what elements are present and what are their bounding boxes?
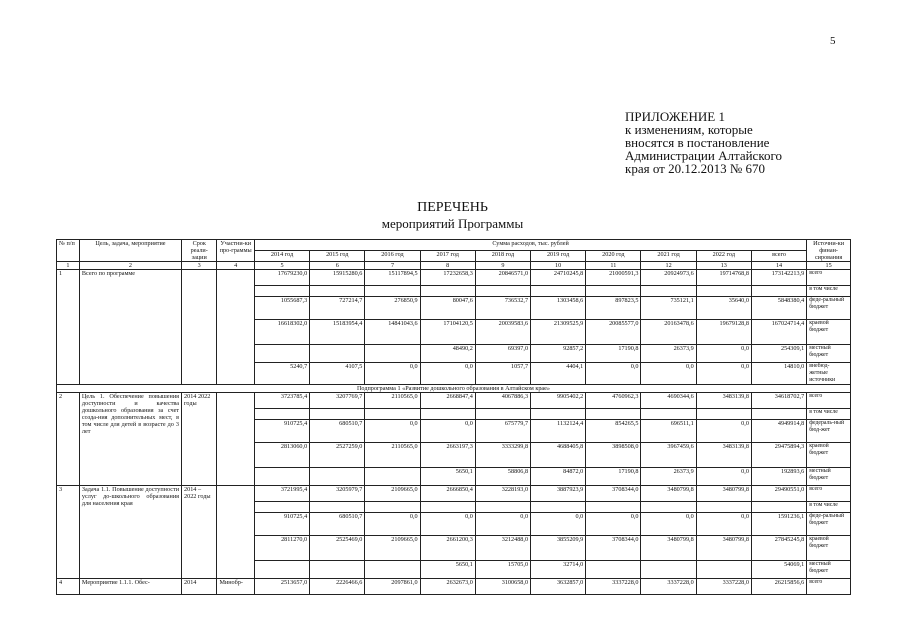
funding-source: в том числе	[807, 286, 851, 297]
appendix-line: вносятся в постановление	[625, 135, 770, 150]
funding-source: в том числе	[807, 409, 851, 420]
column-number: 13	[696, 262, 751, 270]
header-year: 2014 год	[254, 251, 309, 262]
amount-cell: 80047,6	[420, 297, 475, 320]
amount-cell	[420, 409, 475, 420]
table-row	[57, 393, 851, 409]
amount-cell: 2663197,3	[420, 443, 475, 468]
amount-cell: 3337228,0	[641, 579, 696, 595]
amount-cell: 1591236,1	[751, 513, 806, 536]
column-number: 15	[807, 262, 851, 270]
amount-cell	[531, 502, 586, 513]
row-term: 2014	[182, 579, 217, 595]
amount-cell: 3207769,7	[310, 393, 365, 409]
amount-cell: 0,0	[641, 363, 696, 385]
amount-cell	[254, 286, 309, 297]
amount-cell: 3708344,0	[586, 486, 641, 502]
row-term	[182, 270, 217, 385]
amount-cell	[254, 468, 309, 486]
appendix-line: к изменениям, которые	[625, 122, 753, 137]
amount-cell	[310, 561, 365, 579]
amount-cell: 2110565,0	[365, 393, 420, 409]
amount-cell: 9905402,2	[531, 393, 586, 409]
amount-cell: 20163478,6	[641, 320, 696, 345]
amount-cell: 2097861,0	[365, 579, 420, 595]
amount-cell: 27845245,8	[751, 536, 806, 561]
header-year: 2022 год	[696, 251, 751, 262]
amount-cell	[641, 561, 696, 579]
document-subtitle: мероприятий Программы	[381, 216, 524, 231]
amount-cell	[365, 502, 420, 513]
amount-cell: 15705,0	[475, 561, 530, 579]
amount-cell	[254, 561, 309, 579]
column-number: 12	[641, 262, 696, 270]
header-goal: Цель, задача, мероприятие	[79, 240, 181, 262]
amount-cell: 2110565,0	[365, 443, 420, 468]
amount-cell: 854265,5	[586, 420, 641, 443]
appendix-line: ПРИЛОЖЕНИЕ 1	[625, 109, 725, 124]
column-number: 7	[365, 262, 420, 270]
amount-cell	[365, 409, 420, 420]
funding-source: краевой бюджет	[807, 320, 851, 345]
amount-cell: 0,0	[696, 363, 751, 385]
amount-cell	[751, 502, 806, 513]
amount-cell: 2632673,0	[420, 579, 475, 595]
amount-cell: 5848380,4	[751, 297, 806, 320]
subprogram-row	[57, 385, 851, 393]
amount-cell	[475, 286, 530, 297]
header-num: № п/п	[57, 240, 80, 262]
amount-cell: 24710245,8	[531, 270, 586, 286]
table-row	[57, 486, 851, 502]
amount-cell: 0,0	[696, 345, 751, 363]
amount-cell: 26373,9	[641, 345, 696, 363]
amount-cell: 727214,7	[310, 297, 365, 320]
header-year: 2020 год	[586, 251, 641, 262]
column-number: 11	[586, 262, 641, 270]
amount-cell: 26215856,6	[751, 579, 806, 595]
amount-cell: 680510,7	[310, 513, 365, 536]
amount-cell: 897823,5	[586, 297, 641, 320]
amount-cell: 69397,0	[475, 345, 530, 363]
row-participants	[217, 393, 255, 486]
amount-cell: 14810,0	[751, 363, 806, 385]
amount-cell: 910725,4	[254, 513, 309, 536]
amount-cell: 5650,1	[420, 468, 475, 486]
amount-cell: 2109665,0	[365, 486, 420, 502]
amount-cell: 3708344,0	[586, 536, 641, 561]
amount-cell	[420, 286, 475, 297]
amount-cell: 19714768,8	[696, 270, 751, 286]
column-number: 1	[57, 262, 80, 270]
funding-source: краевой бюджет	[807, 443, 851, 468]
amount-cell	[531, 286, 586, 297]
amount-cell: 48490,2	[420, 345, 475, 363]
funding-source: местный бюджет	[807, 345, 851, 363]
row-number: 3	[57, 486, 80, 579]
funding-source: всего	[807, 486, 851, 502]
amount-cell: 192893,6	[751, 468, 806, 486]
header-year: 2018 год	[475, 251, 530, 262]
amount-cell: 910725,4	[254, 420, 309, 443]
subprogram-caption: Подпрограмма 1 «Развитие дошкольного образования в Алтайском крае»	[57, 385, 851, 393]
amount-cell: 3721995,4	[254, 486, 309, 502]
amount-cell: 29475894,3	[751, 443, 806, 468]
amount-cell	[751, 409, 806, 420]
column-number: 14	[751, 262, 806, 270]
row-participants	[217, 270, 255, 385]
amount-cell: 2666850,4	[420, 486, 475, 502]
amount-cell: 1057,7	[475, 363, 530, 385]
row-number: 2	[57, 393, 80, 486]
column-number: 8	[420, 262, 475, 270]
funding-source: феде-ральный бюджет	[807, 297, 851, 320]
amount-cell: 20039583,6	[475, 320, 530, 345]
amount-cell: 92857,2	[531, 345, 586, 363]
amount-cell: 0,0	[365, 420, 420, 443]
amount-cell: 3228193,0	[475, 486, 530, 502]
amount-cell: 5240,7	[254, 363, 309, 385]
appendix-line: края от 20.12.2013 № 670	[625, 161, 765, 176]
amount-cell: 3480799,8	[696, 486, 751, 502]
document-title: ПЕРЕЧЕНЬ	[417, 200, 488, 215]
amount-cell: 0,0	[696, 420, 751, 443]
amount-cell: 0,0	[641, 513, 696, 536]
measures-table	[56, 239, 851, 595]
funding-source: феде-ральный бюджет	[807, 513, 851, 536]
amount-cell: 17232658,3	[420, 270, 475, 286]
amount-cell	[365, 468, 420, 486]
row-goal: Мероприятие 1.1.1. Обес-	[79, 579, 181, 595]
amount-cell: 1055687,3	[254, 297, 309, 320]
amount-cell: 3887923,9	[531, 486, 586, 502]
table-row	[57, 270, 851, 286]
amount-cell: 14841043,6	[365, 320, 420, 345]
amount-cell	[365, 561, 420, 579]
amount-cell	[531, 409, 586, 420]
amount-cell: 736532,7	[475, 297, 530, 320]
funding-source: всего	[807, 579, 851, 595]
amount-cell: 2109665,0	[365, 536, 420, 561]
amount-cell	[420, 502, 475, 513]
amount-cell: 0,0	[475, 513, 530, 536]
amount-cell	[586, 561, 641, 579]
amount-cell: 16618302,0	[254, 320, 309, 345]
amount-cell: 20924973,6	[641, 270, 696, 286]
amount-cell: 2513657,0	[254, 579, 309, 595]
amount-cell	[641, 502, 696, 513]
appendix-block	[625, 110, 885, 175]
amount-cell: 4688405,8	[531, 443, 586, 468]
row-term: 2014 2022 годы	[182, 393, 217, 486]
amount-cell: 2661200,3	[420, 536, 475, 561]
funding-source: в том числе	[807, 502, 851, 513]
amount-cell	[696, 286, 751, 297]
amount-cell: 2527259,0	[310, 443, 365, 468]
column-number: 4	[217, 262, 255, 270]
amount-cell: 4067886,3	[475, 393, 530, 409]
amount-cell: 35640,0	[696, 297, 751, 320]
amount-cell	[310, 468, 365, 486]
amount-cell: 4107,5	[310, 363, 365, 385]
amount-cell	[586, 409, 641, 420]
amount-cell: 0,0	[365, 363, 420, 385]
amount-cell: 735121,1	[641, 297, 696, 320]
amount-cell: 15117894,5	[365, 270, 420, 286]
header-year: 2017 год	[420, 251, 475, 262]
amount-cell	[310, 409, 365, 420]
funding-source: всего	[807, 393, 851, 409]
header-source: Источни-ки финан-сирования	[807, 240, 851, 262]
header-row	[57, 240, 851, 251]
column-number: 5	[254, 262, 309, 270]
amount-cell: 15915280,6	[310, 270, 365, 286]
header-term: Срок реали-зации	[182, 240, 217, 262]
amount-cell: 3483139,8	[696, 443, 751, 468]
row-goal: Цель 1. Обеспечение повышения доступности и качества дошкольного образования за счет созда-ния дополнительных мест, в том числе для детей в возрасте до 3 лет	[79, 393, 181, 486]
row-number: 4	[57, 579, 80, 595]
amount-cell: 3337228,0	[696, 579, 751, 595]
header-year: 2021 год	[641, 251, 696, 262]
amount-cell: 2811270,0	[254, 536, 309, 561]
column-number: 9	[475, 262, 530, 270]
amount-cell: 1132124,4	[531, 420, 586, 443]
amount-cell: 0,0	[696, 513, 751, 536]
amount-cell	[586, 502, 641, 513]
amount-cell: 2525469,0	[310, 536, 365, 561]
funding-source: всего	[807, 270, 851, 286]
row-term: 2014 – 2022 годы	[182, 486, 217, 579]
amount-cell: 3480799,8	[696, 536, 751, 561]
amount-cell	[365, 286, 420, 297]
amount-cell: 0,0	[365, 513, 420, 536]
amount-cell: 0,0	[420, 363, 475, 385]
amount-cell	[310, 345, 365, 363]
amount-cell: 3632857,0	[531, 579, 586, 595]
amount-cell: 0,0	[586, 363, 641, 385]
amount-cell: 3100658,0	[475, 579, 530, 595]
amount-cell: 5650,1	[420, 561, 475, 579]
row-goal: Всего по программе	[79, 270, 181, 385]
amount-cell: 29490551,0	[751, 486, 806, 502]
amount-cell: 0,0	[420, 513, 475, 536]
column-number: 10	[531, 262, 586, 270]
amount-cell: 3333299,8	[475, 443, 530, 468]
amount-cell	[254, 345, 309, 363]
amount-cell: 84872,0	[531, 468, 586, 486]
amount-cell: 3967459,6	[641, 443, 696, 468]
amount-cell: 3480799,8	[641, 486, 696, 502]
amount-cell: 26373,9	[641, 468, 696, 486]
amount-cell: 19679128,8	[696, 320, 751, 345]
amount-cell: 17679230,0	[254, 270, 309, 286]
header-sum-caption: Сумма расходов, тыс. рублей	[254, 240, 806, 251]
amount-cell: 3212488,0	[475, 536, 530, 561]
amount-cell	[475, 502, 530, 513]
amount-cell: 20085577,0	[586, 320, 641, 345]
funding-source: краевой бюджет	[807, 536, 851, 561]
amount-cell: 3205979,7	[310, 486, 365, 502]
amount-cell: 276850,9	[365, 297, 420, 320]
amount-cell	[310, 286, 365, 297]
amount-cell: 34618702,7	[751, 393, 806, 409]
amount-cell: 696511,1	[641, 420, 696, 443]
amount-cell	[696, 502, 751, 513]
amount-cell: 173142213,9	[751, 270, 806, 286]
header-year: всего	[751, 251, 806, 262]
header-participants: Участни-ки про-граммы	[217, 240, 255, 262]
amount-cell: 167024714,4	[751, 320, 806, 345]
row-participants	[217, 486, 255, 579]
amount-cell: 0,0	[586, 513, 641, 536]
amount-cell: 17190,8	[586, 345, 641, 363]
amount-cell	[310, 502, 365, 513]
amount-cell: 2668847,4	[420, 393, 475, 409]
amount-cell	[254, 409, 309, 420]
amount-cell: 32714,0	[531, 561, 586, 579]
amount-cell	[696, 561, 751, 579]
amount-cell	[586, 286, 641, 297]
funding-source: местный бюджет	[807, 468, 851, 486]
funding-source: внебюд-жетные источники	[807, 363, 851, 385]
amount-cell: 54069,1	[751, 561, 806, 579]
funding-source: федераль-ный бюд-жет	[807, 420, 851, 443]
header-year: 2015 год	[310, 251, 365, 262]
amount-cell: 58806,8	[475, 468, 530, 486]
amount-cell: 0,0	[531, 513, 586, 536]
amount-cell	[751, 286, 806, 297]
amount-cell: 3898508,0	[586, 443, 641, 468]
amount-cell: 0,0	[696, 468, 751, 486]
amount-cell: 3337228,0	[586, 579, 641, 595]
amount-cell	[696, 409, 751, 420]
amount-cell: 3483139,8	[696, 393, 751, 409]
amount-cell: 17190,8	[586, 468, 641, 486]
column-number: 3	[182, 262, 217, 270]
amount-cell: 2813060,0	[254, 443, 309, 468]
amount-cell: 1303458,6	[531, 297, 586, 320]
amount-cell: 21309525,9	[531, 320, 586, 345]
amount-cell: 4949914,8	[751, 420, 806, 443]
amount-cell	[641, 286, 696, 297]
amount-cell	[365, 345, 420, 363]
amount-cell: 17104120,5	[420, 320, 475, 345]
amount-cell: 675779,7	[475, 420, 530, 443]
amount-cell	[641, 409, 696, 420]
amount-cell: 4760962,3	[586, 393, 641, 409]
amount-cell: 2226466,6	[310, 579, 365, 595]
amount-cell: 254309,1	[751, 345, 806, 363]
header-year: 2019 год	[531, 251, 586, 262]
page-number: 5	[830, 35, 836, 47]
row-participants: Минобр-	[217, 579, 255, 595]
funding-source: местный бюджет	[807, 561, 851, 579]
amount-cell: 20846571,0	[475, 270, 530, 286]
column-number-row	[57, 262, 851, 270]
column-number: 2	[79, 262, 181, 270]
amount-cell: 4690344,6	[641, 393, 696, 409]
amount-cell: 3723785,4	[254, 393, 309, 409]
amount-cell: 0,0	[420, 420, 475, 443]
amount-cell	[254, 502, 309, 513]
row-number: 1	[57, 270, 80, 385]
amount-cell: 3480799,8	[641, 536, 696, 561]
row-goal: Задача 1.1. Повышение доступности услуг до-школьного образования для населения края	[79, 486, 181, 579]
amount-cell: 15183954,4	[310, 320, 365, 345]
amount-cell: 21000591,3	[586, 270, 641, 286]
amount-cell: 680510,7	[310, 420, 365, 443]
appendix-line: Администрации Алтайского	[625, 148, 782, 163]
amount-cell	[475, 409, 530, 420]
header-year: 2016 год	[365, 251, 420, 262]
table-row	[57, 579, 851, 595]
amount-cell: 3855209,9	[531, 536, 586, 561]
amount-cell: 4404,1	[531, 363, 586, 385]
column-number: 6	[310, 262, 365, 270]
